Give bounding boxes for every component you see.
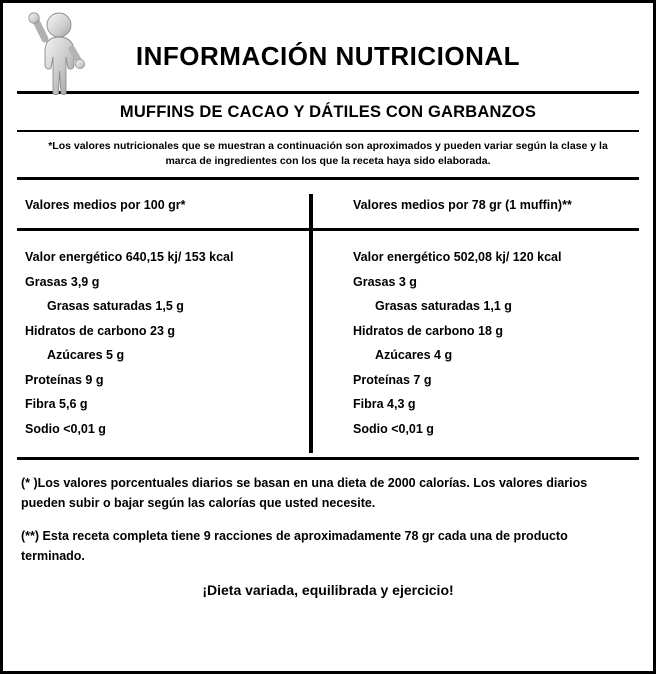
column-separator-body <box>309 231 313 453</box>
disclaimer-text: *Los valores nutricionales que se muestran a continuación son aproximados y pueden variar según la clase y la marca de ingredientes con los que la receta haya sido elaborada. <box>48 140 608 168</box>
nutrition-row: Hidratos de carbono 23 g <box>25 323 176 338</box>
columns-body <box>3 231 653 457</box>
page-title: INFORMACIÓN NUTRICIONAL <box>135 41 521 71</box>
nutrition-row: Proteínas 7 g <box>353 372 432 387</box>
nutrition-list-per-100g <box>3 245 325 441</box>
nutrition-list-per-serving <box>325 245 653 441</box>
nutrition-row: Sodio <0,01 g <box>353 421 434 436</box>
columns-header <box>3 180 653 228</box>
nutrition-row: Valor energético 502,08 kj/ 120 kcal <box>353 250 562 265</box>
footnote-servings: (**) Esta receta completa tiene 9 racciones de aproximadamente 78 gr cada una de producto terminado. <box>21 529 568 563</box>
nutrition-row: Fibra 5,6 g <box>25 397 88 412</box>
nutrition-row: Azúcares 4 g <box>375 348 453 363</box>
nutrition-row: Proteínas 9 g <box>25 372 104 387</box>
nutrition-row: Grasas saturadas 1,5 g <box>47 299 184 314</box>
closing-message: ¡Dieta variada, equilibrada y ejercicio! <box>202 581 454 598</box>
nutrition-row: Grasas 3 g <box>353 274 417 289</box>
footnotes <box>3 460 653 608</box>
nutrition-row: Sodio <0,01 g <box>25 421 106 436</box>
footnote-daily-values: (* )Los valores porcentuales diarios se basan en una dieta de 2000 calorías. Los valores diarios pueden subir o bajar según las calorías que usted necesite. <box>21 476 588 510</box>
nutrition-row: Fibra 4,3 g <box>353 397 416 412</box>
header <box>3 3 653 91</box>
column-heading-per-100g: Valores medios por 100 gr* <box>25 198 186 213</box>
recipe-subtitle: MUFFINS DE CACAO Y DÁTILES CON GARBANZOS <box>119 103 537 121</box>
column-separator-top <box>309 194 313 234</box>
nutrition-row: Grasas 3,9 g <box>25 274 100 289</box>
column-heading-per-serving: Valores medios por 78 gr (1 muffin)** <box>353 198 572 213</box>
nutrition-row: Valor energético 640,15 kj/ 153 kcal <box>25 250 234 265</box>
nutrition-row: Azúcares 5 g <box>47 348 125 363</box>
nutrition-row: Hidratos de carbono 18 g <box>353 323 504 338</box>
nutrition-row: Grasas saturadas 1,1 g <box>375 299 512 314</box>
